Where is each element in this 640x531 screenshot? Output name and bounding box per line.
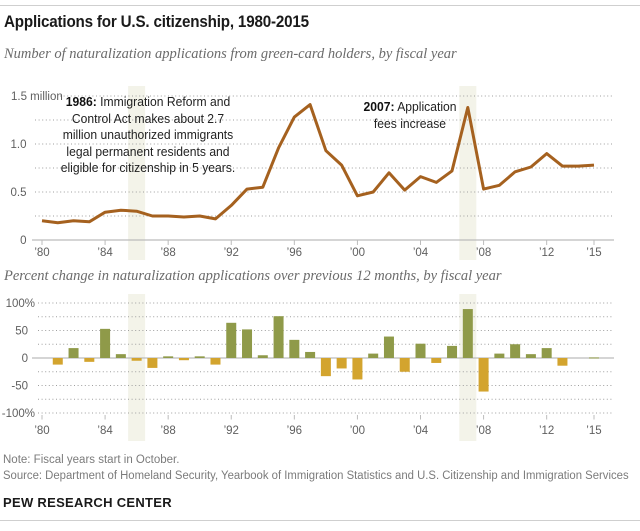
annotation-2007-fees [336,99,483,132]
x-axis-label: ’12 [538,425,555,437]
x-axis-label: ’88 [160,425,176,437]
x-axis-label: ’92 [223,247,239,259]
bar-2000 [352,358,362,379]
annotation-line: million unauthorized immigrants [62,128,234,142]
y-axis-label: 0 [21,353,28,365]
y-axis-label: 1.5 million [11,91,63,103]
x-axis-label: ’08 [475,425,492,437]
x-axis-label: ’15 [586,425,602,437]
bar-2011 [526,354,536,358]
x-axis-label: ’12 [538,247,555,259]
bar-2002 [384,337,394,358]
bar-2015 [589,357,599,358]
y-axis-label: -100% [1,408,35,420]
x-axis-label: ’84 [97,247,113,259]
top-divider [0,5,640,6]
x-axis-label: ’80 [34,425,50,437]
chart-source: Source: Department of Homeland Security, Yearbook of Immigration Statistics and U.S. Citizenship and Immigration Services [3,470,629,482]
bar-1984 [100,329,110,358]
percent-change-bar-chart [0,294,640,444]
bar-1995 [274,316,284,358]
annotation-line: fees increase [373,116,447,131]
pew-research-center-wordmark: PEW RESEARCH CENTER [3,495,172,510]
bar-2004 [416,344,426,358]
bar-1991 [210,358,220,365]
bar-2013 [557,358,567,366]
annotation-year: 1986: [65,95,97,109]
bar-1994 [258,355,268,358]
y-axis-label: 50 [15,325,28,338]
x-axis-label: ’04 [412,425,429,437]
chart-title: Applications for U.S. citizenship, 1980-2015 [4,13,309,31]
bar-1986 [132,358,142,361]
x-axis-label: ’00 [349,247,366,259]
bar-1996 [289,340,299,358]
bar-2008 [479,358,489,392]
bar-2007 [463,309,473,358]
annotation-1986-irca [47,94,249,177]
bar-1983 [84,358,94,362]
bar-2009 [494,354,504,358]
x-axis-label: ’08 [475,247,492,259]
bar-1981 [53,358,63,365]
x-axis-label: ’84 [97,425,113,437]
bar-1985 [116,354,126,358]
x-axis-label: ’96 [286,425,303,437]
bar-1998 [321,358,331,376]
x-axis-label: ’15 [586,247,602,259]
x-axis-label: ’92 [223,425,239,437]
line-chart-subtitle: Number of naturalization applications from green-card holders, by fiscal year [4,46,457,62]
x-axis-label: ’88 [160,247,176,259]
highlight-band-1986 [128,294,145,441]
annotation-line: Control Act makes about 2.7 [71,111,225,126]
x-axis-label: ’04 [412,247,429,259]
annotation-year: 2007: [363,100,395,114]
bar-1989 [179,358,189,360]
bar-1992 [226,323,236,358]
bar-2010 [510,344,520,358]
bar-1990 [195,356,205,358]
y-axis-label: 0.5 [10,187,27,199]
x-axis-label: ’96 [286,247,303,259]
bar-1987 [147,358,157,368]
bar-1997 [305,352,315,358]
y-axis-label: 0 [20,235,27,247]
bar-1993 [242,329,252,358]
chart-note: Note: Fiscal years start in October. [3,454,180,466]
x-axis-label: ’80 [34,247,50,259]
bar-2001 [368,354,378,358]
bar-1999 [337,358,347,368]
annotation-line: legal permanent residents and [66,144,230,159]
bar-2003 [400,358,410,372]
annotation-line: 2007: Application [363,100,457,114]
bar-2012 [542,348,552,358]
y-axis-label: -50 [11,380,28,393]
x-axis-label: ’00 [349,425,366,437]
bottom-divider [0,520,640,521]
bar-1988 [163,356,173,358]
bar-chart-subtitle: Percent change in naturalization applications over previous 12 months, by fiscal year [4,268,502,284]
annotation-line: eligible for citizenship in 5 years. [60,161,236,175]
bar-2005 [431,358,441,363]
annotation-line: 1986: Immigration Reform and [65,95,231,109]
y-axis-label: 1.0 [10,139,27,151]
y-axis-label: 100% [5,298,35,310]
bar-2006 [447,346,457,358]
bar-1982 [69,348,79,358]
